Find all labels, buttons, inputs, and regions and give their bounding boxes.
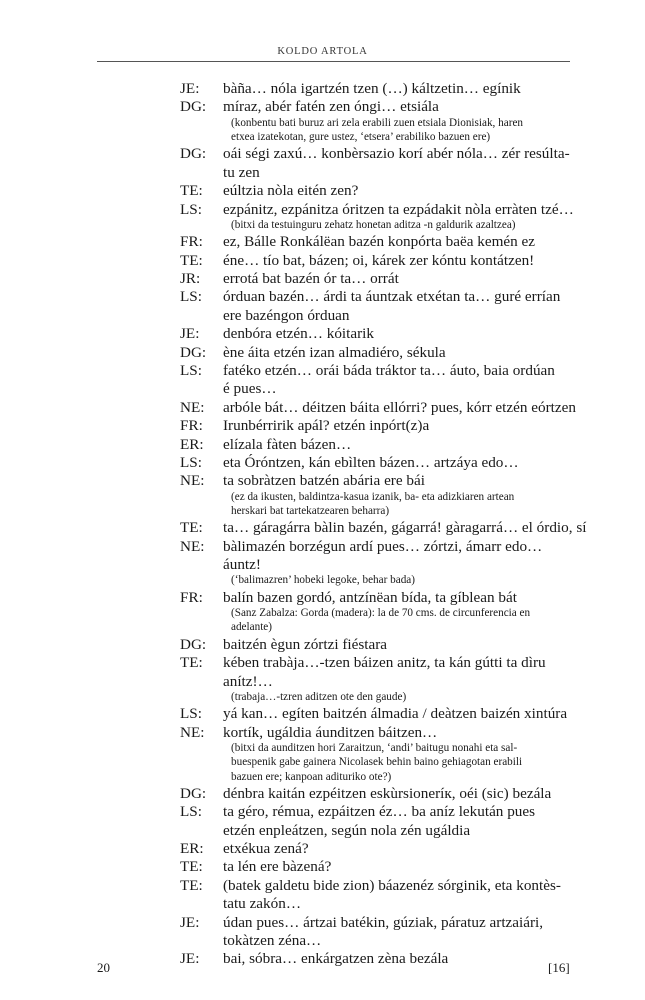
- utterance-text: ezpánitz, ezpánitza óritzen ta ezpádakit nòla erràten tzé…: [223, 200, 574, 218]
- utterance-text: Irunbérririk apál? etzén inpórt(z)a: [223, 417, 430, 435]
- utterance-text: tu zen: [223, 163, 260, 181]
- speaker-label: LS:: [180, 803, 202, 821]
- speaker-label: DG:: [180, 343, 207, 361]
- transcript-line: [0, 362, 645, 380]
- utterance-text: bai, sóbra… enkárgatzen zèna bezála: [223, 950, 449, 968]
- editorial-note: [0, 130, 645, 144]
- speaker-label: ER:: [180, 435, 204, 453]
- utterance-text: yá kan… egíten baitzén álmadia / deàtzen baizén xintúra: [223, 705, 568, 723]
- editorial-note: [0, 218, 645, 232]
- utterance-text: ere bazéngon órduan: [223, 306, 350, 324]
- utterance-text: kortík, ugáldia áunditzen báitzen…: [223, 723, 438, 741]
- speaker-label: TE:: [180, 858, 203, 876]
- transcript-line: [0, 895, 645, 913]
- editorial-note: [0, 504, 645, 518]
- utterance-text: ez, Bálle Ronkálëan bazén konpórta baëa kemén ez: [223, 233, 536, 251]
- transcript-line: [0, 80, 645, 98]
- utterance-text: údan pues… ártzai batékin, gúziak, páratuz artzaiári,: [223, 913, 544, 931]
- speaker-label: NE:: [180, 723, 205, 741]
- utterance-text: ène áita etzén izan almadiéro, sékula: [223, 343, 446, 361]
- speaker-label: DG:: [180, 784, 207, 802]
- utterance-text: (batek galdetu bide zion) báazenéz sórginik, eta kontès-: [223, 876, 561, 894]
- speaker-label: JR:: [180, 270, 201, 288]
- editorial-note: [0, 770, 645, 784]
- transcript-line: [0, 914, 645, 932]
- utterance-text: errotá bat bazén ór ta… orrát: [223, 270, 399, 288]
- transcript-line: [0, 724, 645, 742]
- utterance-text: tatu zakón…: [223, 895, 302, 913]
- transcript-line: [0, 705, 645, 723]
- speaker-label: LS:: [180, 705, 202, 723]
- note-text: etxea izatekotan, gure ustez, ‘etsera’ erabiliko bazuen ere): [231, 131, 491, 144]
- transcript-line: [0, 654, 645, 672]
- utterance-text: ta lén ere bàzená?: [223, 858, 332, 876]
- transcript-line: [0, 822, 645, 840]
- transcript-line: [0, 785, 645, 803]
- editorial-note: [0, 741, 645, 755]
- utterance-text: ta… gáragárra bàlin bazén, gágarrá! gàragarrá… el órdio, sí: [223, 519, 587, 537]
- note-text: (bitxi da aunditzen hori Zaraitzun, ‘andi’ baitugu nonahi eta sal-: [231, 742, 518, 754]
- utterance-text: etzén enpleátzen, según nola zén ugáldia: [223, 821, 471, 839]
- transcript-line: [0, 201, 645, 219]
- utterance-text: bàlimazén borzégun ardí pues… zórtzi, ámarr edo…: [223, 537, 543, 555]
- speaker-label: DG:: [180, 145, 207, 163]
- note-text: (‘balimazren’ hobeki legoke, behar bada): [231, 574, 415, 587]
- utterance-text: éne… tío bat, bázen; oi, kárek zer kóntu kontátzen!: [223, 251, 535, 269]
- speaker-label: FR:: [180, 417, 203, 435]
- transcript-line: [0, 932, 645, 950]
- utterance-text: fatéko etzén… orái báda tráktor ta… áuto, baia ordúan: [223, 361, 555, 379]
- transcript-line: [0, 538, 645, 556]
- speaker-label: TE:: [180, 519, 203, 537]
- transcript-line: [0, 98, 645, 116]
- speaker-label: JE:: [180, 80, 200, 97]
- utterance-text: eta Óróntzen, kán ebìlten bázen… artzáya edo…: [223, 453, 519, 471]
- speaker-label: DG:: [180, 98, 207, 116]
- speaker-label: DG:: [180, 635, 207, 653]
- transcript-line: [0, 436, 645, 454]
- transcript-line: [0, 270, 645, 288]
- note-text: (konbentu bati buruz ari zela erabili zuen etsiala Dionisiak, haren: [231, 116, 524, 129]
- editorial-note: [0, 116, 645, 130]
- utterance-text: anítz!…: [223, 672, 273, 690]
- transcript-line: [0, 803, 645, 821]
- utterance-text: míraz, abér fatén zen óngi… etsiála: [223, 98, 439, 116]
- note-text: (trabaja…-tzren aditzen ote den gaude): [231, 690, 407, 703]
- transcript-line: [0, 454, 645, 472]
- transcript-line: [0, 182, 645, 200]
- note-text: buespenik gabe gainera Nicolasek behin baino gehiagotan erabili: [231, 756, 523, 769]
- utterance-text: bàña… nóla igartzén tzen (…) káltzetin… egínik: [223, 80, 521, 97]
- transcript-line: [0, 344, 645, 362]
- utterance-text: arbóle bát… déitzen báita ellórri? pues, kórr etzén eórtzen: [223, 398, 576, 416]
- transcript-line: [0, 252, 645, 270]
- transcript-line: [0, 380, 645, 398]
- utterance-text: eúltzia nòla eitén zen?: [223, 182, 359, 200]
- note-text: adelante): [231, 621, 272, 634]
- utterance-text: elízala fàten bázen…: [223, 435, 352, 453]
- speaker-label: TE:: [180, 251, 203, 269]
- editorial-note: [0, 606, 645, 620]
- transcript-line: [0, 417, 645, 435]
- transcript-line: [0, 519, 645, 537]
- speaker-label: NE:: [180, 537, 205, 555]
- utterance-text: etxékua zená?: [223, 840, 309, 858]
- speaker-label: LS:: [180, 200, 202, 218]
- note-text: (bitxi da testuinguru zehatz honetan aditza -n galdurik azaltzea): [231, 218, 516, 231]
- transcript-line: [0, 325, 645, 343]
- utterance-text: ta géro, rémua, ezpáitzen éz… ba aníz lekután pues: [223, 803, 536, 821]
- editorial-note: [0, 690, 645, 704]
- speaker-label: TE:: [180, 654, 203, 672]
- editorial-note: [0, 573, 645, 587]
- transcript-line: [0, 288, 645, 306]
- transcript-line: [0, 399, 645, 417]
- transcript-line: [0, 556, 645, 574]
- note-text: (ez da ikusten, baldintza-kasua izanik, ba- eta adizkiaren artean: [231, 490, 515, 503]
- speaker-label: FR:: [180, 233, 203, 251]
- speaker-label: FR:: [180, 588, 203, 606]
- speaker-label: LS:: [180, 453, 202, 471]
- utterance-text: áuntz!: [223, 556, 261, 574]
- utterance-text: órduan bazén… árdi ta áuntzak etxétan ta… guré errían: [223, 288, 561, 306]
- speaker-label: NE:: [180, 472, 205, 490]
- note-text: (Sanz Zabalza: Gorda (madera): la de 70 cms. de circunferencia en: [231, 607, 531, 620]
- page-number: 20: [97, 960, 110, 975]
- running-head: KOLDO ARTOLA: [277, 46, 368, 57]
- speaker-label: LS:: [180, 361, 202, 379]
- transcript-line: [0, 145, 645, 163]
- transcript-line: [0, 877, 645, 895]
- transcript-line: [0, 673, 645, 691]
- utterance-text: denbóra etzén… kóitarik: [223, 325, 374, 343]
- speaker-label: JE:: [180, 325, 200, 343]
- speaker-label: JE:: [180, 950, 200, 968]
- transcript-line: [0, 840, 645, 858]
- editorial-note: [0, 620, 645, 634]
- transcript-line: [0, 233, 645, 251]
- speaker-label: TE:: [180, 876, 203, 894]
- note-text: herskari bat tartekatzearen beharra): [231, 505, 390, 517]
- transcript-body: [0, 80, 645, 969]
- transcript-line: [0, 636, 645, 654]
- utterance-text: oái ségi zaxú… konbèrsazio korí abér nóla… zér resúlta-: [223, 145, 570, 163]
- speaker-label: TE:: [180, 182, 203, 200]
- transcript-line: [0, 472, 645, 490]
- speaker-label: LS:: [180, 288, 202, 306]
- utterance-text: tokàtzen zéna…: [223, 932, 322, 950]
- utterance-text: balín bazen gordó, antzínëan bída, ta gíblean bát: [223, 588, 517, 606]
- note-text: bazuen ere; kanpoan adituriko ote?): [231, 770, 392, 783]
- utterance-text: é pues…: [223, 380, 277, 398]
- transcript-line: [0, 307, 645, 325]
- utterance-text: baitzén ègun zórtzi fiéstara: [223, 635, 388, 653]
- utterance-text: kében trabàja…-tzen báizen anitz, ta kán gútti ta dìru: [223, 654, 546, 672]
- editorial-note: [0, 490, 645, 504]
- transcript-line: [0, 858, 645, 876]
- editorial-note: [0, 755, 645, 769]
- transcript-line: [0, 589, 645, 607]
- utterance-text: dénbra kaitán ezpéitzen eskùrsioneríк, oéi (sic) bezála: [223, 784, 552, 802]
- speaker-label: ER:: [180, 840, 204, 858]
- bracket-page-number: [16]: [548, 960, 570, 975]
- speaker-label: JE:: [180, 913, 200, 931]
- utterance-text: ta sobràtzen batzén abária ere bái: [223, 472, 425, 490]
- header-rule: [97, 61, 570, 62]
- speaker-label: NE:: [180, 398, 205, 416]
- transcript-line: [0, 164, 645, 182]
